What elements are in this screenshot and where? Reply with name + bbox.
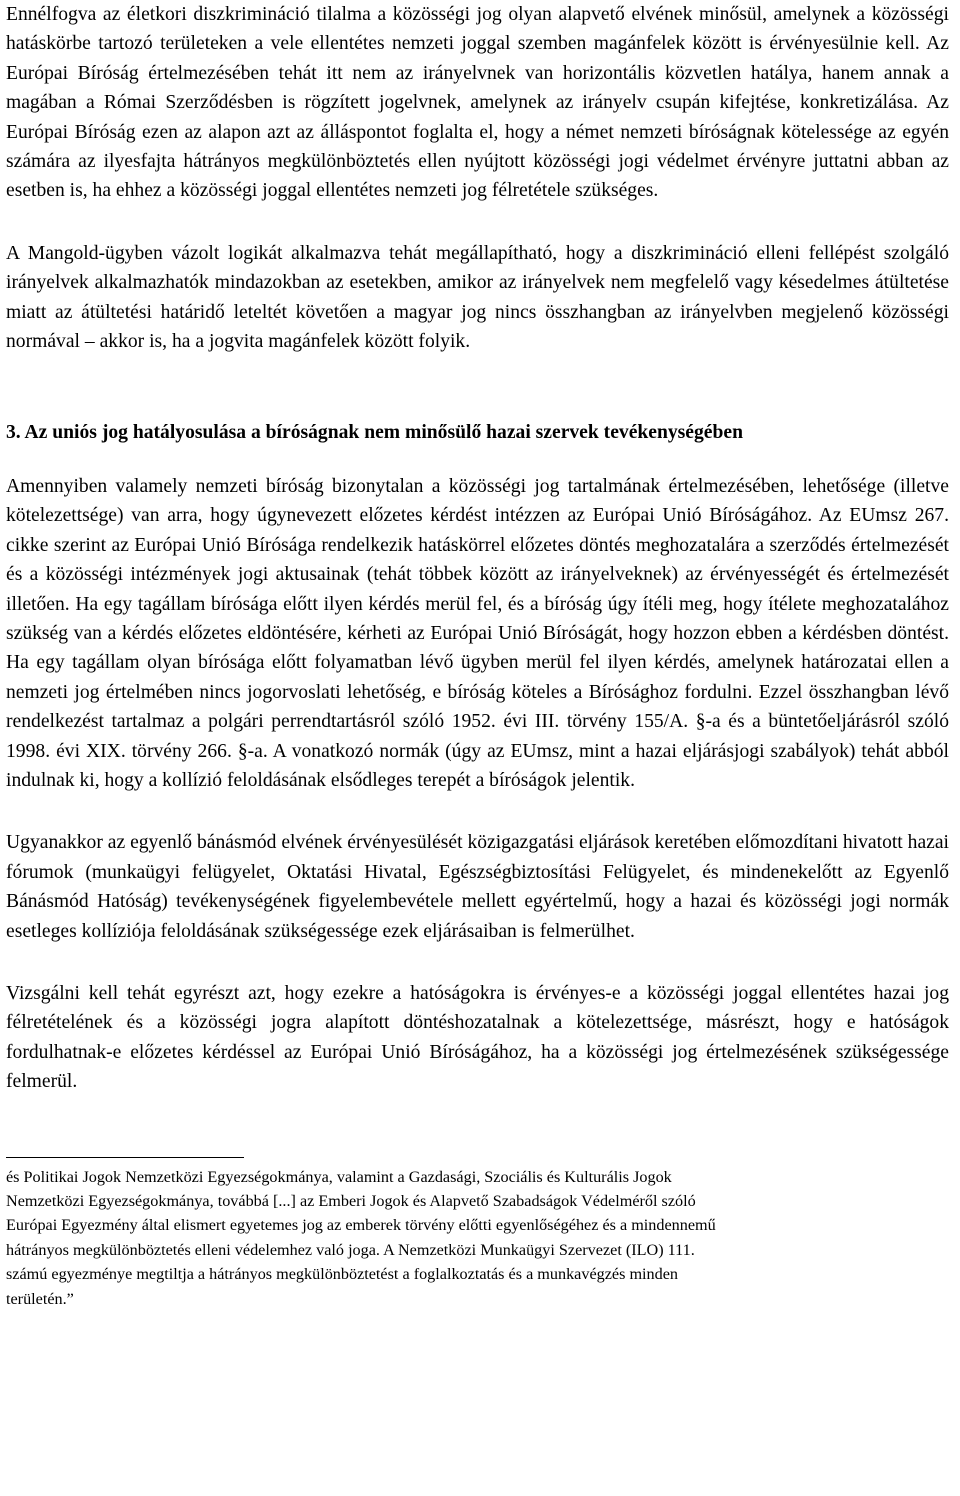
footnote bbox=[6, 1165, 949, 1311]
paragraph-examination: Vizsgálni kell tehát egyrészt azt, hogy ezekre a hatóságokra is érvényes-e a közösségi joggal ellentétes hazai jog félretételének és a közösségi jogra alapított döntéshozatalnak a kötelezettsége, másrészt, hogy e hatóságok fordulhatnak-e előzetes kérdéssel az Európai Unió Bíróságához, ha a közösségi jog értelmezésének szükségessége felmerül. bbox=[6, 982, 949, 1093]
paragraph-mangold-principle: Ennélfogva az életkori diszkrimináció tilalma a közösségi jog olyan alapvető elvének minősül, amelynek a közösségi hatáskörbe tartozó területeken a vele ellentétes nemzeti joggal szemben magánfelek között is érvényesülnie kell. Az Európai Bíróság értelmezésében tehát itt nem az irányelvnek van horizontális közvetlen hatálya, hanem annak a magában a Római Szerződésben is rögzített jogelvnek, amelynek az irányelv csupán kifejtése, konkretizálása. Az Európai Bíróság ezen az alapon azt az álláspontot foglalta el, hogy a német nemzeti bíróságnak kötelessége az egyén számára az ilyesfajta hátrányos megkülönböztetés ellen nyújtott közösségi jogi védelmet érvényre juttatni abban az esetben is, ha ehhez a közösségi joggal ellentétes nemzeti jog félretétele szükséges. bbox=[6, 4, 949, 202]
section-heading: 3. Az uniós jog hatályosulása a bíróságnak nem minősülő hazai szervek tevékenységében bbox=[6, 422, 743, 444]
paragraph-administrative-forums: Ugyanakkor az egyenlő bánásmód elvének érvényesülését közigazgatási eljárások keretében előmozdítani hivatott hazai fórumok (munkaügyi felügyelet, Oktatási Hivatal, Egészségbiztosítási Felügyelet, és mindenekelőtt az Egyenlő Bánásmód Hatóság) tevékenységének figyelembevétele mellett egyértelmű, hogy a hazai és közösségi jogi normák esetleges kollíziója feloldásának szükségessége ezek eljárásaiban is felmerülhet. bbox=[6, 832, 949, 942]
paragraph-mangold-logic: A Mangold-ügyben vázolt logikát alkalmazva tehát megállapítható, hogy a diszkrimináció elleni fellépést szolgáló irányelvek alkalmazhatók mindazokban az esetekben, amikor az irányelvek nem megfelelő vagy késedelmes átültetése miatt az átültetési határidő leteltét követően a magyar jog nincs összhangban az irányelvben megjelenő közösségi normával – akkor is, ha a jogvita magánfelek között folyik. bbox=[6, 242, 949, 353]
footnote-line: számú egyezménye megtiltja a hátrányos megkülönböztetést a foglalkoztatás és a munkavégzés minden bbox=[6, 1265, 678, 1284]
document-page bbox=[6, 0, 949, 1311]
paragraph-preliminary-ruling: Amennyiben valamely nemzeti bíróság bizonytalan a közösségi jog tartalmának értelmezésében, lehetősége (illetve kötelezettsége) van arra, hogy úgynevezett előzetes kérdést intézzen az Európai Unió Bíróságához. Az EUmsz 267. cikke szerint az Európai Unió Bírósága rendelkezik hatáskörrel előzetes döntés meghozatalára a szerződés értelmezését és a közösségi intézmények jogi aktusainak (tehát többek között az irányelveknek) az érvényességét és értelmezését illetően. Ha egy tagállam bírósága előtt ilyen kérdés merül fel, és a bíróság úgy ítéli meg, hogy ítélete meghozatalához szükség van a kérdés előzetes eldöntésére, kérheti az Európai Unió Bíróságát, hogy hozzon ebben a kérdésben döntést. Ha egy tagállam olyan bírósága előtt folyamatban lévő ügyben merül fel ilyen kérdés, amelynek határozatai ellen a nemzeti jog értelmében nincs jogorvoslati lehetőség, e bíróság köteles a Bírósághoz fordulni. Ezzel összhangban lévő rendelkezést tartalmaz a polgári perrendtartásról szóló 1952. évi III. törvény 155/A. §-a és a büntetőeljárásról szóló 1998. évi XIX. törvény 266. §-a. A vonatkozó normák (úgy az EUmsz, mint a hazai eljárásjogi szabályok) tehát abból indulnak ki, hogy a kollízió feloldásának elsődleges terepét a bíróságok jelentik. bbox=[6, 475, 949, 791]
footnote-separator bbox=[6, 1157, 244, 1158]
footnote-line: Európai Egyezmény által elismert egyetemes jog az emberek törvény előtti egyenlőségéhez és a mindennemű bbox=[6, 1216, 716, 1235]
footnote-line: és Politikai Jogok Nemzetközi Egyezségokmánya, valamint a Gazdasági, Szociális és Kulturális Jogok bbox=[6, 1167, 672, 1186]
footnote-line: területén.” bbox=[6, 1289, 74, 1308]
footnote-line: hátrányos megkülönböztetés elleni védelemhez való joga. A Nemzetközi Munkaügyi Szervezet (ILO) 111. bbox=[6, 1240, 695, 1259]
footnote-line: Nemzetközi Egyezségokmánya, továbbá [...] az Emberi Jogok és Alapvető Szabadságok Védelméről szóló bbox=[6, 1192, 696, 1210]
